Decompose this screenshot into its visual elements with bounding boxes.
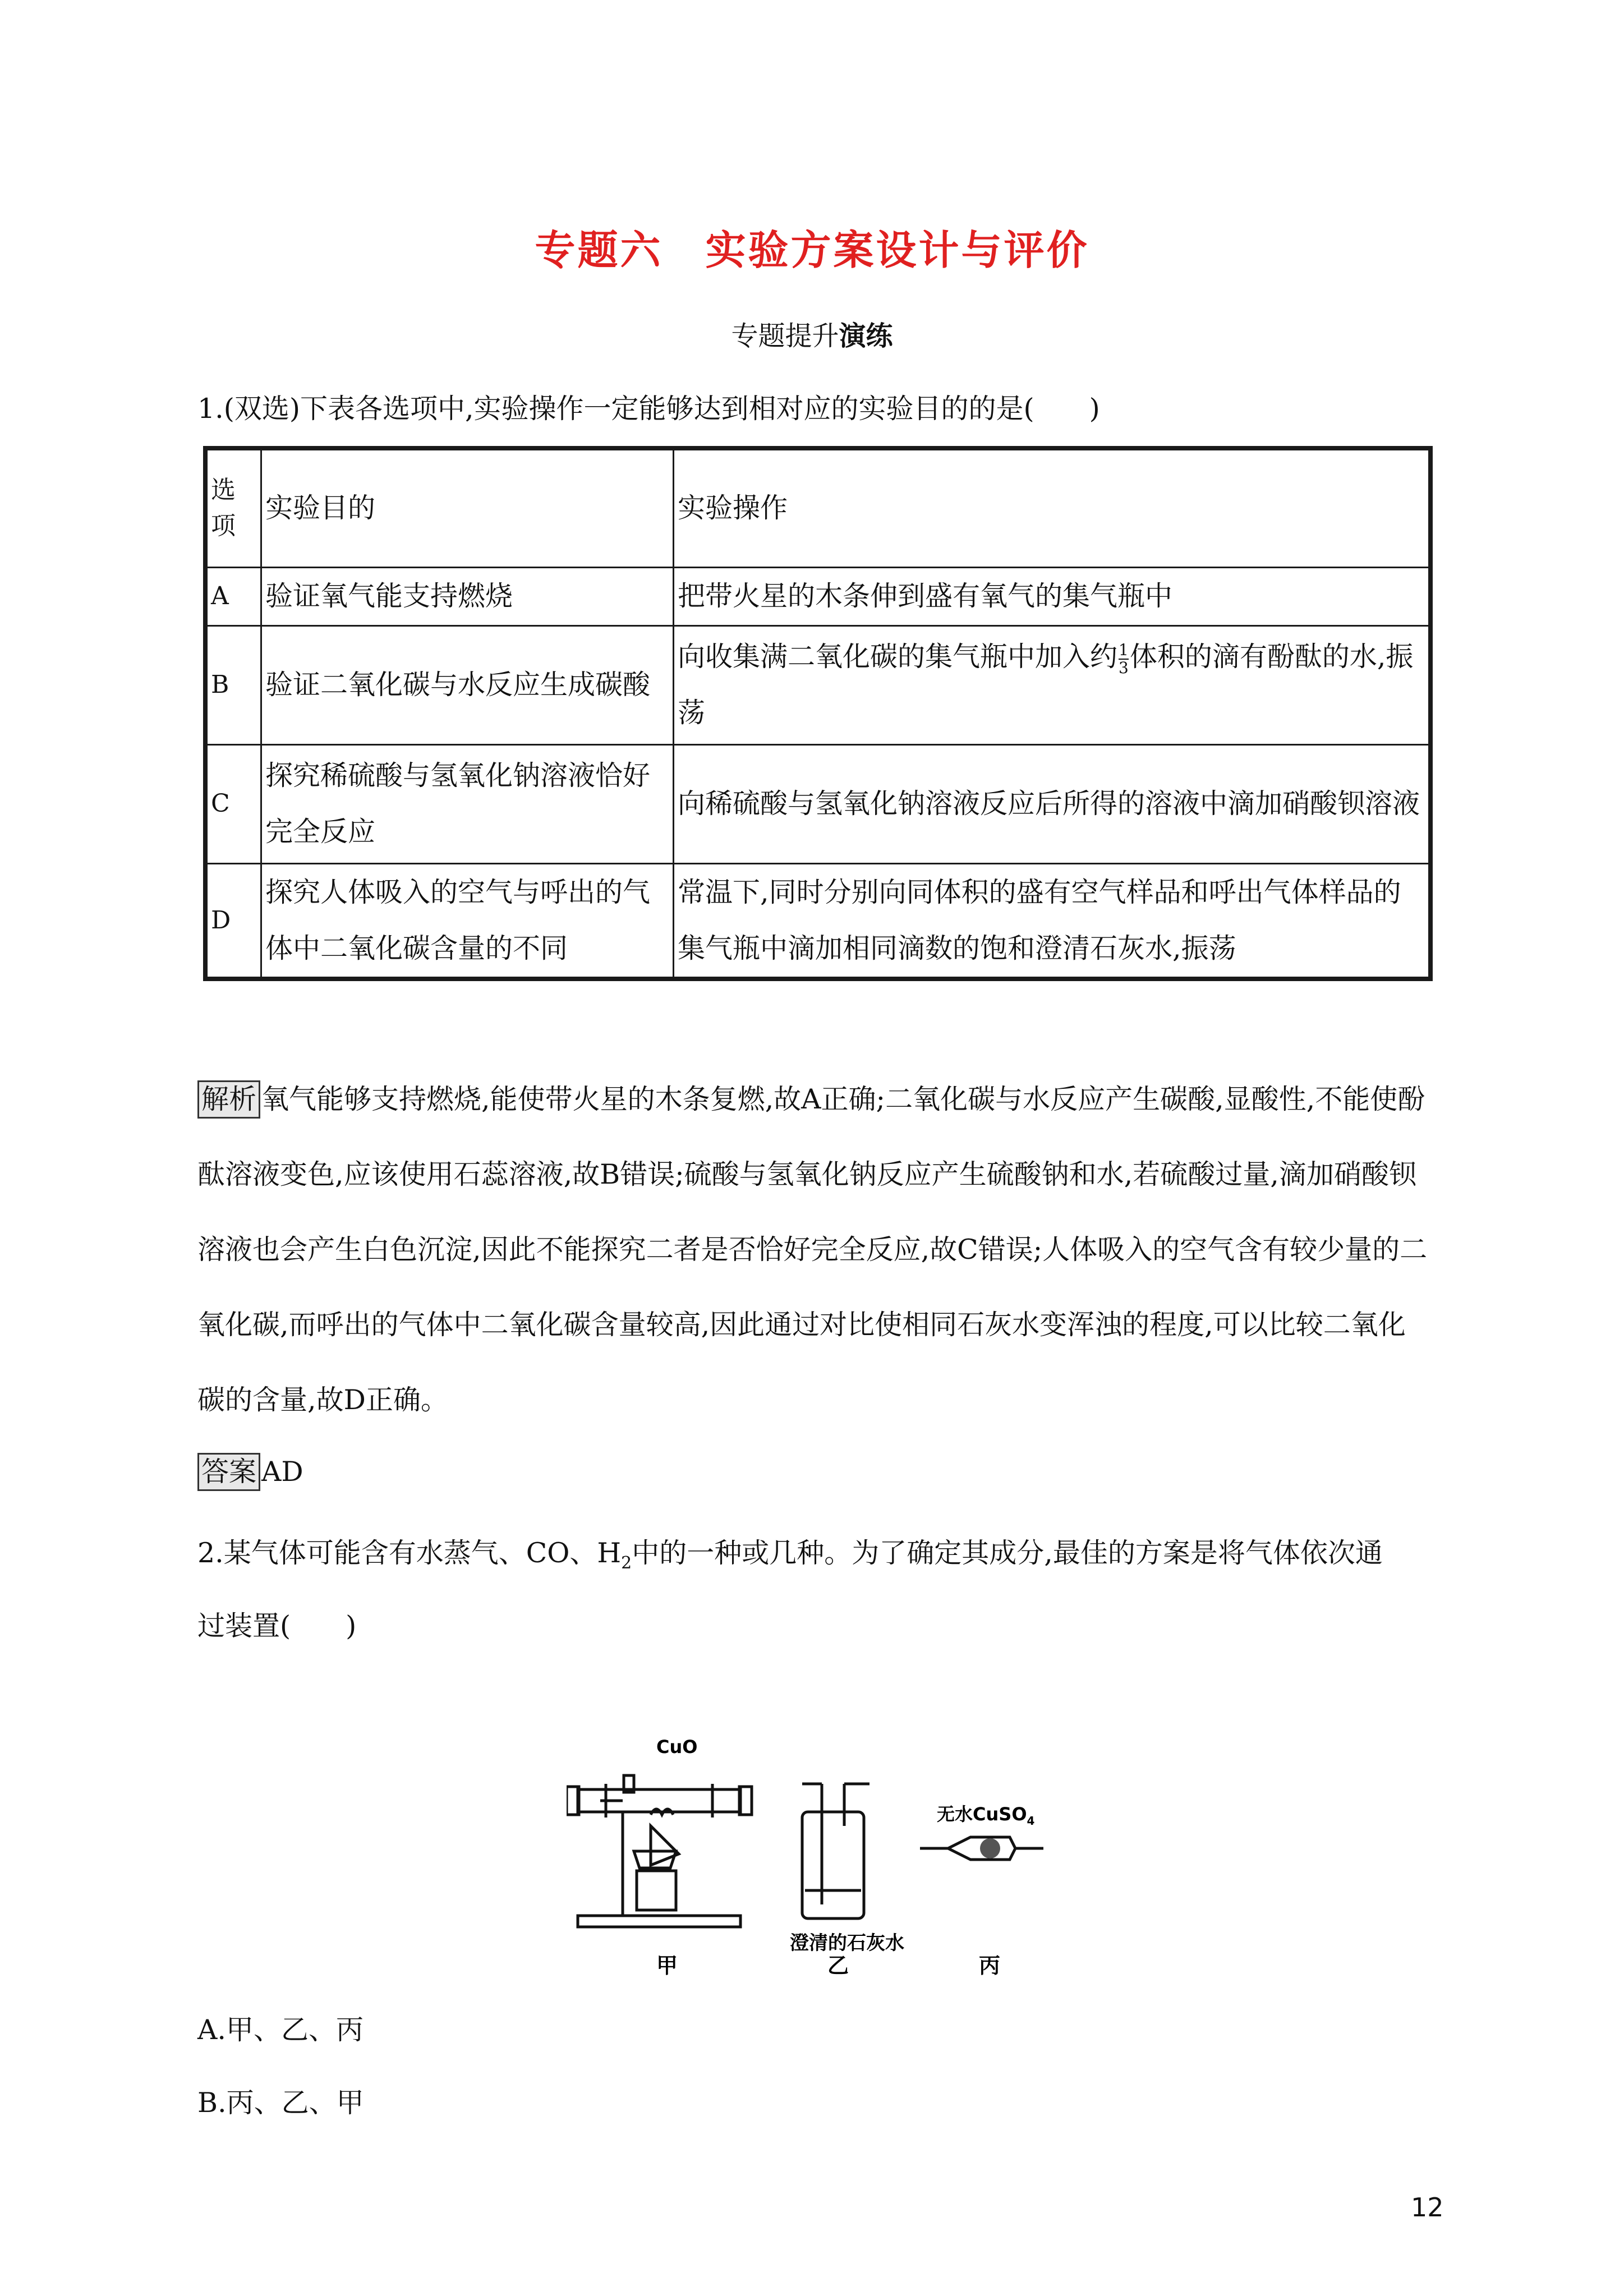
lamp-flame-hood (634, 1851, 676, 1868)
q2-stem: 2.某气体可能含有水蒸气、CO、$H_2$中的一种或几种。为了确定其成分,最佳的方案是将气体依次通 (197, 1537, 1383, 1573)
fig-label-bing: 丙 (979, 1953, 1001, 1977)
header-goal: 实验目的 (261, 448, 674, 567)
answer-value: AD (261, 1456, 303, 1488)
row-option: A (205, 567, 261, 625)
q2-option-a: A.甲、乙、丙 (197, 2014, 364, 2046)
fraction-one-third: $\frac{1}{3}$ (1119, 640, 1129, 677)
label-cuo: CuO (656, 1736, 698, 1757)
row-option: C (205, 744, 261, 863)
table-row (205, 625, 1430, 744)
q1-answer (197, 1453, 303, 1491)
label-cuso4: 无水CuSO$_4$ (937, 1803, 1035, 1828)
analysis-text: 氧气能够支持燃烧,能使带火星的木条复燃,故A正确;二氧化碳与水反应产生碳酸,显酸性,不能使酚酞溶液变色,应该使用石蕊溶液,故B错误;硫酸与氢氧化钠反应产生硫酸钠和水,若硫酸过量,滴加硝酸钡溶液也会产生白色沉淀,因此不能探究二者是否恰好完全反应,故C错误;人体吸入的空气含有较少量的二氧化碳,而呼出的气体中二氧化碳含量较高,因此通过对比使相同石灰水变浑浊的程度,可以比较二氧化碳的含量,故D正确。 (197, 1083, 1428, 1416)
table-row (205, 863, 1430, 979)
row-goal: 探究人体吸入的空气与呼出的气体中二氧化碳含量的不同 (261, 863, 674, 979)
fig-label-yi: 乙 (827, 1953, 849, 1977)
header-operation: 实验操作 (674, 448, 1431, 567)
section-subtitle (0, 314, 1624, 353)
q2-stem-line2: 过装置( ) (197, 1610, 357, 1642)
q1-analysis (197, 1062, 1432, 1438)
row-option: B (205, 625, 261, 744)
table-header-row (205, 448, 1430, 567)
analysis-tag: 解析 (197, 1080, 260, 1119)
q1-stem: 1.(双选)下表各选项中,实验操作一定能够达到相对应的实验目的的是( ) (197, 393, 1100, 425)
row-option: D (205, 863, 261, 979)
row-operation: 向稀硫酸与氢氧化钠溶液反应后所得的溶液中滴加硝酸钡溶液 (674, 744, 1431, 863)
header-option: 选项 (205, 448, 261, 567)
page-title: 专题六 实验方案设计与评价 (535, 227, 1089, 274)
label-limewater: 澄清的石灰水 (790, 1932, 904, 1954)
table-row (205, 744, 1430, 863)
stand-base (578, 1916, 740, 1927)
q1-options-table (203, 446, 1433, 981)
row-operation: 向收集满二氧化碳的集气瓶中加入约 $\frac{1}{3}$ 体积的滴有酚酞的水,振荡 (674, 625, 1431, 744)
row-operation: 把带火星的木条伸到盛有氧气的集气瓶中 (674, 567, 1431, 625)
wash-bottle (802, 1812, 864, 1918)
alcohol-lamp (637, 1871, 676, 1910)
page-number: 12 (1411, 2192, 1444, 2223)
subtitle-normal: 专题提升 (731, 320, 839, 352)
row-operation: 常温下,同时分别向同体积的盛有空气样品和呼出气体样品的集气瓶中滴加相同滴数的饱和澄清石灰水,振荡 (674, 863, 1431, 979)
subtitle-bold: 演练 (839, 320, 893, 352)
fig-label-jia: 甲 (656, 1953, 678, 1977)
row-goal: 验证氧气能支持燃烧 (261, 567, 674, 625)
q2-option-b: B.丙、乙、甲 (197, 2087, 364, 2119)
row-goal: 验证二氧化碳与水反应生成碳酸 (261, 625, 674, 744)
answer-tag: 答案 (197, 1453, 260, 1491)
table-row (205, 567, 1430, 625)
apparatus-figure (567, 1731, 1094, 1977)
row-goal: 探究稀硫酸与氢氧化钠溶液恰好完全反应 (261, 744, 674, 863)
